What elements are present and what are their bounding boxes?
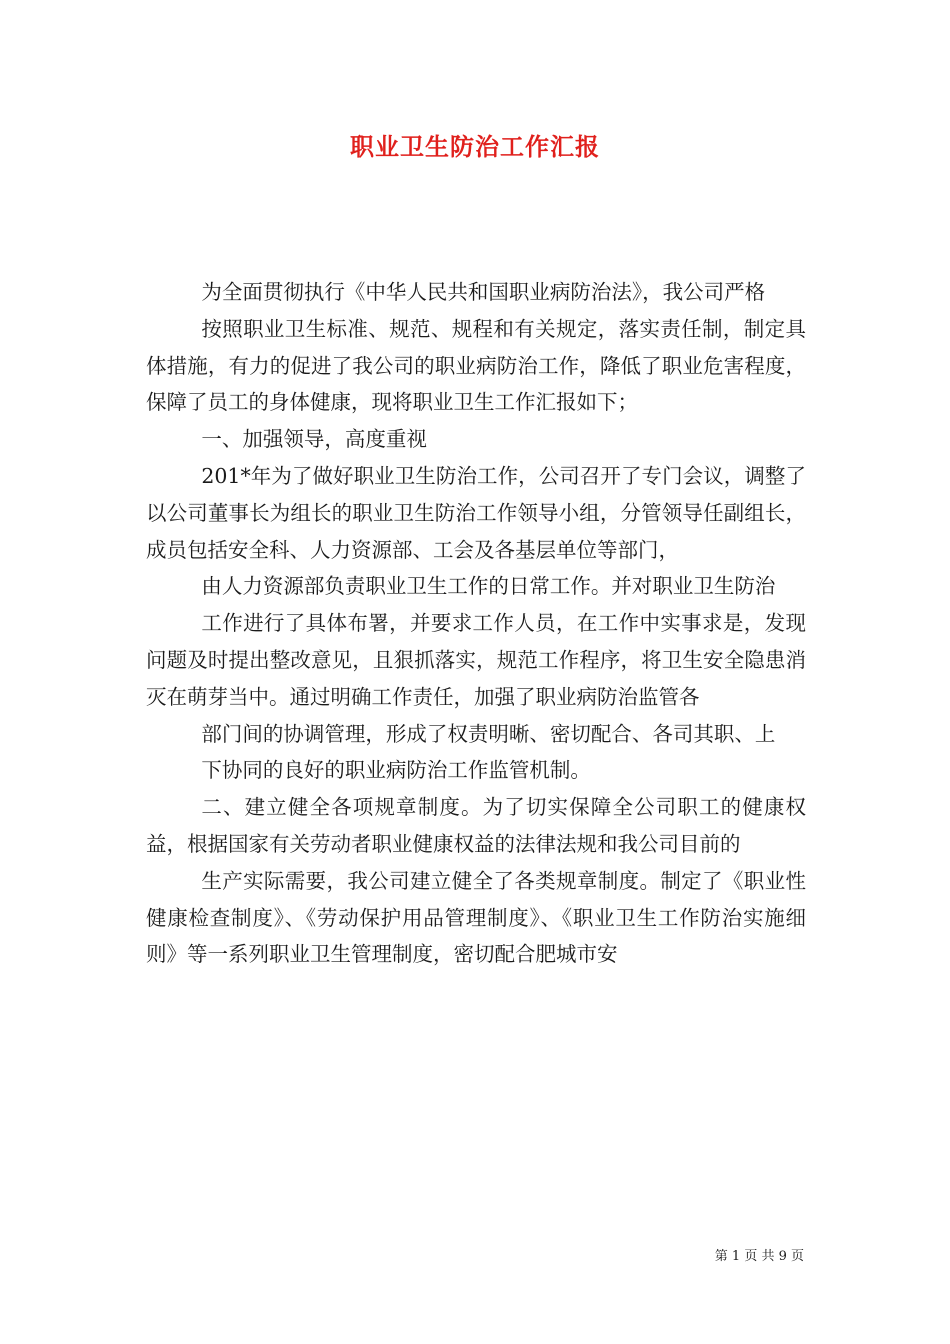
paragraph-4: 由人力资源部负责职业卫生工作的日常工作。并对职业卫生防治 xyxy=(201,574,776,599)
paragraph-6: 部门间的协调管理，形成了权责明晰、密切配合、各司其职、上 xyxy=(201,721,776,746)
paragraph-2: 按照职业卫生标准、规范、规程和有关规定，落实责任制，制定具体措施，有力的促进了我公司的职业病防治工作，降低了职业危害程度，保障了员工的身体健康，现将职业卫生工作汇报如下； xyxy=(146,316,806,415)
paragraph-7: 下协同的良好的职业病防治工作监管机制。 xyxy=(201,758,591,783)
paragraph-5: 工作进行了具体布署，并要求工作人员，在工作中实事求是，发现问题及时提出整改意见，且狠抓落实，规范工作程序，将卫生安全隐患消灭在萌芽当中。通过明确工作责任，加强了职业病防治监管各 xyxy=(146,611,806,709)
paragraph-1: 为全面贯彻执行《中华人民共和国职业病防治法》，我公司严格 xyxy=(201,280,766,304)
paragraph-8: 生产实际需要，我公司建立健全了各类规章制度。制定了《职业性健康检查制度》、《劳动保护用品管理制度》、《职业卫生工作防治实施细则》等一系列职业卫生管理制度，密切配合肥城市安 xyxy=(146,868,806,967)
document-title: 职业卫生防治工作汇报 xyxy=(350,132,600,161)
section-heading-2: 二、建立健全各项规章制度。为了切实保障全公司职工的健康权益，根据国家有关劳动者职业健康权益的法律法规和我公司目前的 xyxy=(146,795,806,856)
page-number-footer: 第 1 页 共 9 页 xyxy=(714,1249,804,1264)
document-body xyxy=(146,274,806,973)
paragraph-3: 201*年为了做好职业卫生防治工作，公司召开了专门会议，调整了以公司董事长为组长的职业卫生防治工作领导小组，分管领导任副组长，成员包括安全科、人力资源部、工会及各基层单位等部门， xyxy=(146,463,806,562)
section-heading-1: 一、加强领导，高度重视 xyxy=(201,427,427,452)
